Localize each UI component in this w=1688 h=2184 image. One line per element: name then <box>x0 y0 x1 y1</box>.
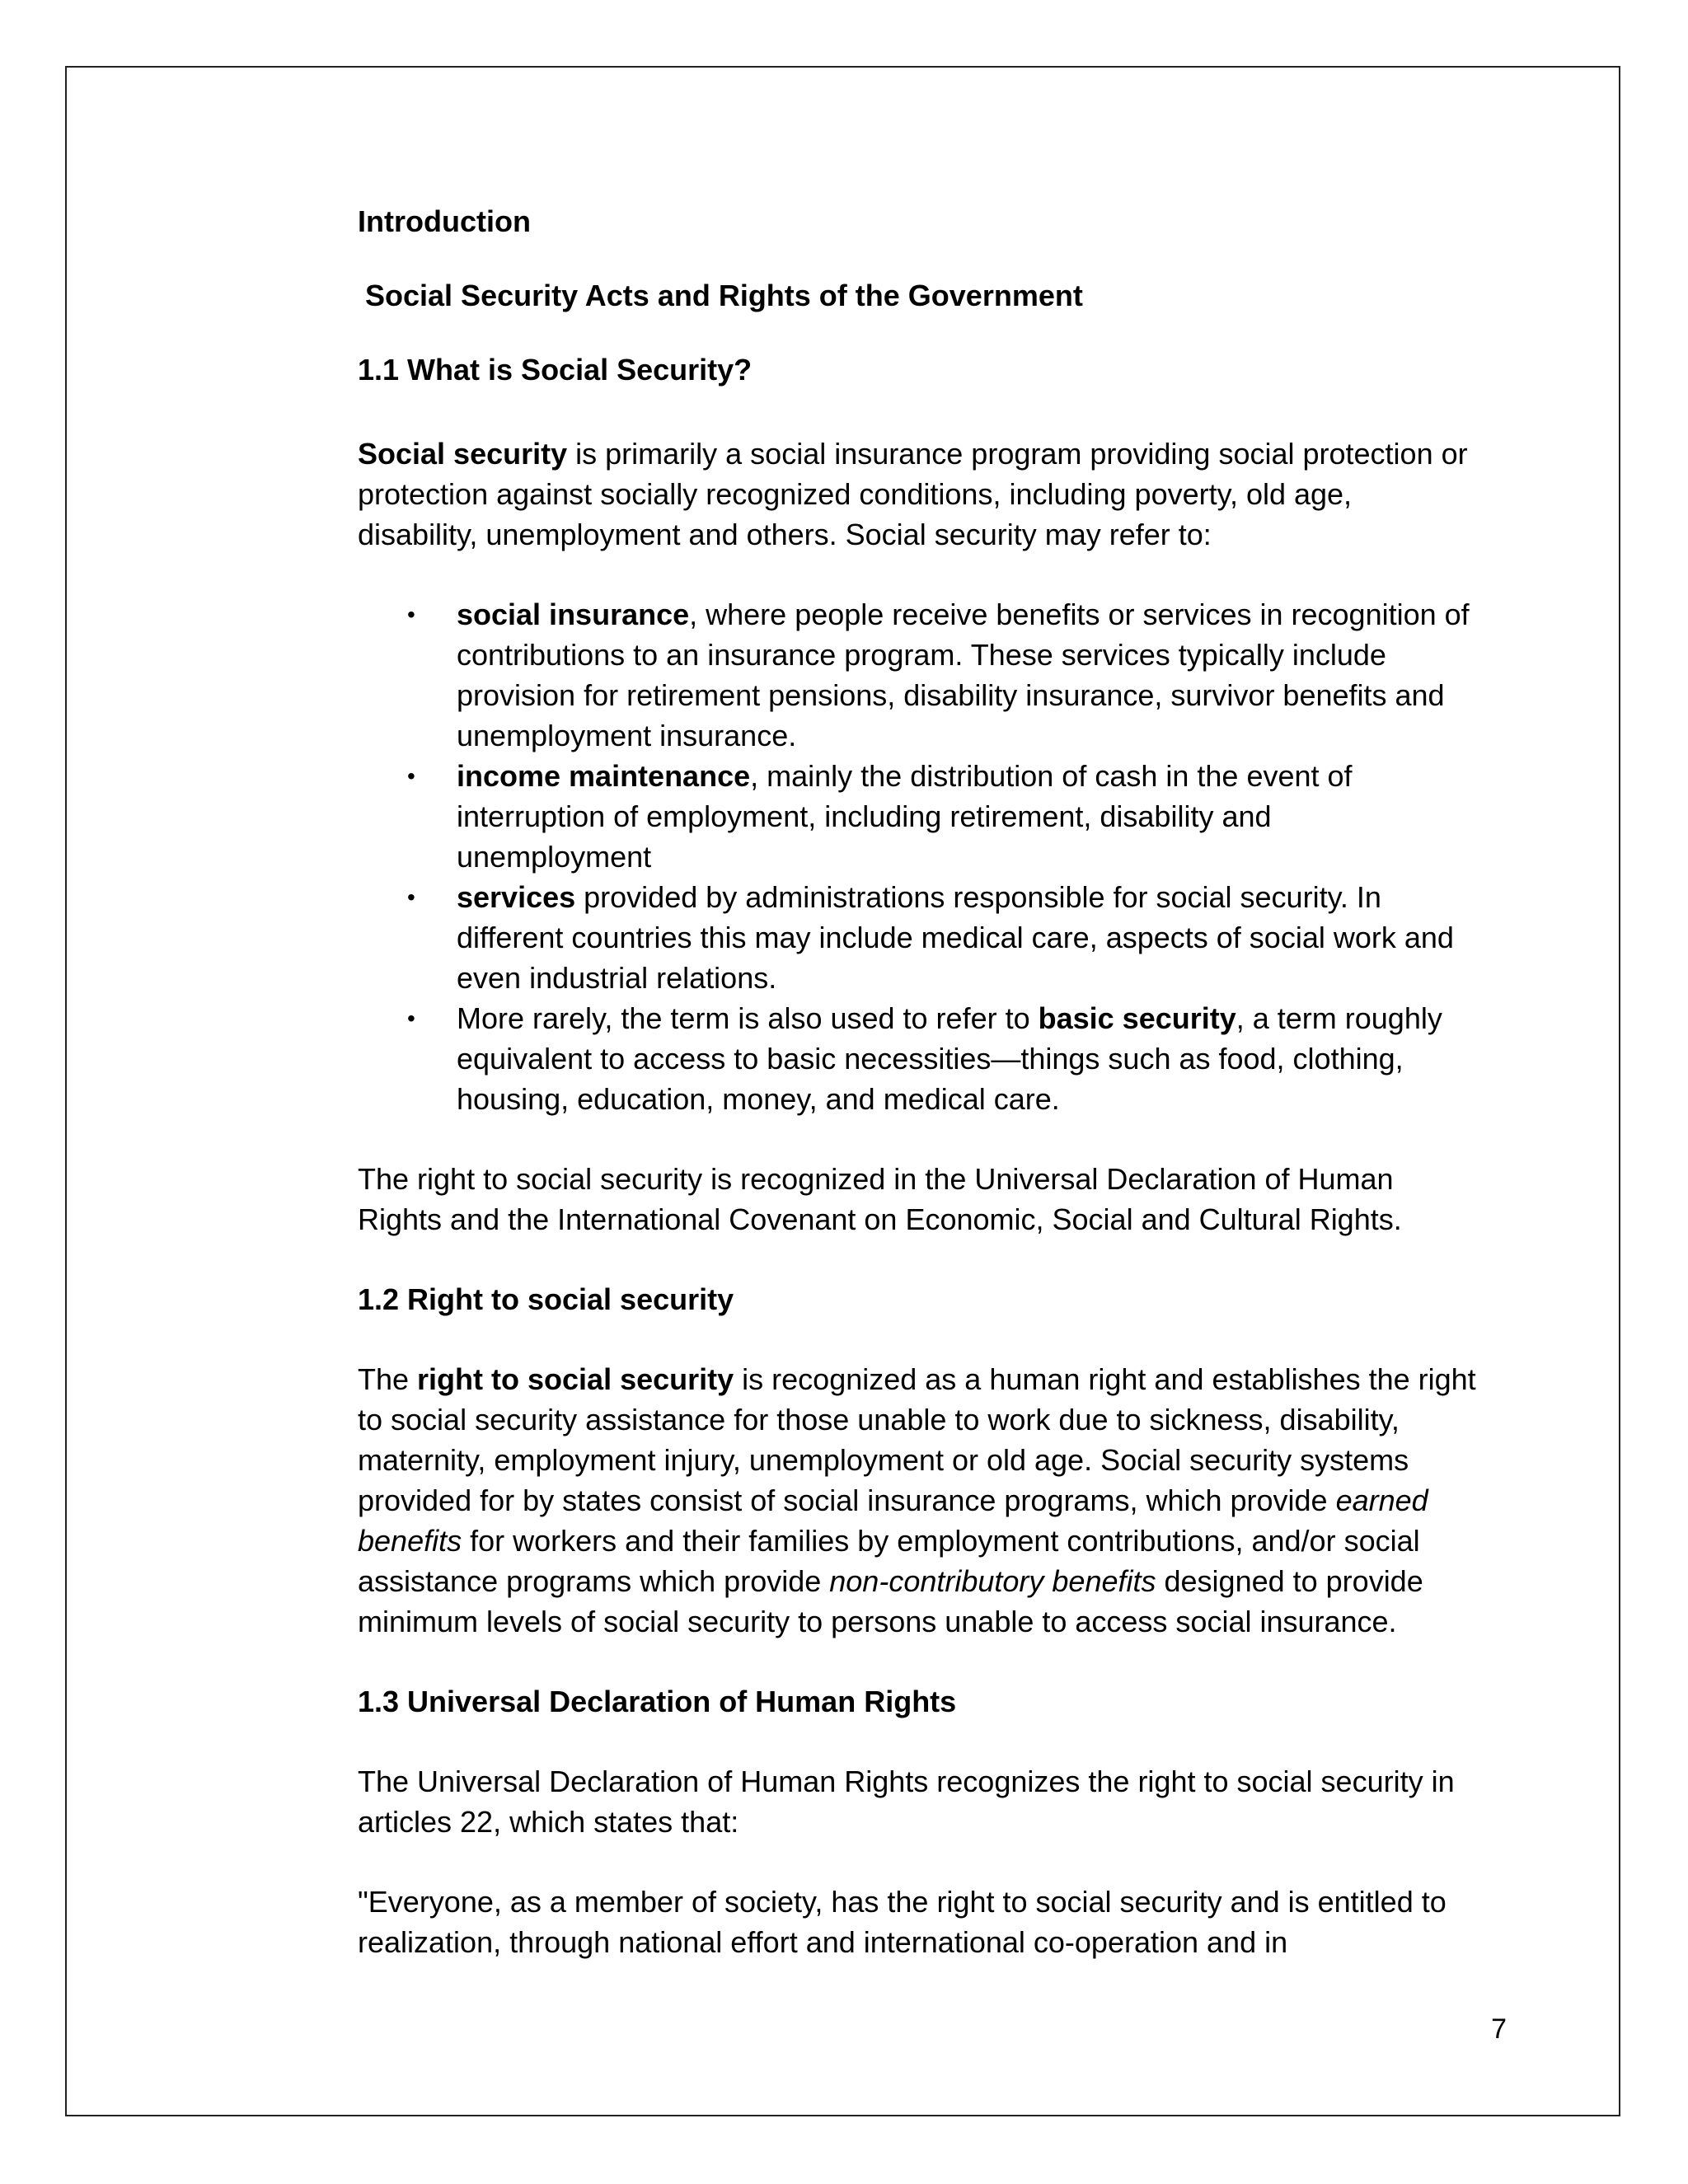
document-subtitle: Social Security Acts and Rights of the Government <box>365 279 1083 312</box>
paragraph-line: protection against socially recognized conditions, including poverty, old age, <box>358 477 1353 511</box>
section-1-2-heading: 1.2 Right to social security <box>358 1282 734 1316</box>
emphasis-benefits: benefits <box>358 1524 462 1558</box>
list-item-text: housing, education, money, and medical care. <box>457 1082 1060 1116</box>
bullet-icon: • <box>407 602 415 627</box>
bullet-icon: • <box>407 1005 415 1031</box>
list-item <box>358 877 1495 998</box>
paragraph-line: The Universal Declaration of Human Rights recognizes the right to social security in <box>358 1765 1455 1798</box>
list-item-text: More rarely, the term is also used to refer to <box>457 1001 1039 1035</box>
section-1-1-closing <box>358 1159 1495 1240</box>
list-item-text: , mainly the distribution of cash in the event of <box>750 759 1353 793</box>
paragraph-text: assistance programs which provide <box>358 1564 830 1598</box>
bullet-list <box>358 594 1495 1119</box>
paragraph-line: articles 22, which states that: <box>358 1805 739 1839</box>
list-item-text: provision for retirement pensions, disability insurance, survivor benefits and <box>457 678 1445 712</box>
list-item-text: , where people receive benefits or services in recognition of <box>689 598 1470 631</box>
list-item-text: interruption of employment, including retirement, disability and <box>457 799 1272 833</box>
section-1-3-heading: 1.3 Universal Declaration of Human Rights <box>358 1685 957 1718</box>
paragraph-line: disability, unemployment and others. Social security may refer to: <box>358 518 1212 551</box>
document-body <box>358 201 1495 1962</box>
section-1-2-paragraph <box>358 1359 1495 1642</box>
bullet-icon: • <box>407 763 415 789</box>
paragraph-text: provided for by states consist of social insurance programs, which provide <box>358 1483 1336 1517</box>
term-income-maintenance: income maintenance <box>457 759 751 793</box>
paragraph-line: The right to social security is recognized in the Universal Declaration of Human <box>358 1162 1394 1196</box>
page-number: 7 <box>1491 2013 1507 2045</box>
list-item <box>358 998 1495 1119</box>
paragraph-line: Rights and the International Covenant on Economic, Social and Cultural Rights. <box>358 1202 1402 1236</box>
paragraph-line <box>358 434 1495 474</box>
term-services: services <box>457 880 576 914</box>
list-item <box>358 756 1495 877</box>
section-1-1-heading: 1.1 What is Social Security? <box>358 353 753 387</box>
paragraph-text: is recognized as a human right and establishes the right <box>734 1362 1476 1396</box>
intro-heading: Introduction <box>358 204 531 238</box>
list-item-text: unemployment <box>457 840 652 874</box>
paragraph-line: minimum levels of social security to persons unable to access social insurance. <box>358 1605 1397 1638</box>
list-item-text: equivalent to access to basic necessities—things such as food, clothing, <box>457 1042 1404 1076</box>
paragraph-text: designed to provide <box>1156 1564 1423 1598</box>
list-item <box>358 594 1495 756</box>
list-item-text: even industrial relations. <box>457 961 777 995</box>
emphasis-earned: earned <box>1335 1483 1428 1517</box>
emphasis-non-contributory: non-contributory benefits <box>829 1564 1156 1598</box>
list-item-text: different countries this may include medical care, aspects of social work and <box>457 921 1454 954</box>
section-1-3-quote <box>358 1882 1495 1962</box>
quote-line: realization, through national effort and international co-operation and in <box>358 1925 1288 1959</box>
section-1-1-paragraph <box>358 434 1495 555</box>
term-right-to-social-security: right to social security <box>417 1362 734 1396</box>
bullet-icon: • <box>407 884 415 910</box>
section-1-3-paragraph <box>358 1761 1495 1842</box>
paragraph-text: for workers and their families by employment contributions, and/or social <box>462 1524 1420 1558</box>
paragraph-text: is primarily a social insurance program providing social protection or <box>567 437 1468 471</box>
term-basic-security: basic security <box>1038 1001 1236 1035</box>
list-item-text: unemployment insurance. <box>457 719 797 752</box>
term-social-insurance: social insurance <box>457 598 690 631</box>
paragraph-line: maternity, employment injury, unemployment or old age. Social security systems <box>358 1443 1409 1477</box>
list-item-text: , a term roughly <box>1236 1001 1442 1035</box>
paragraph-line: to social security assistance for those unable to work due to sickness, disability, <box>358 1403 1400 1436</box>
quote-line: "Everyone, as a member of society, has the right to social security and is entitled to <box>358 1885 1447 1919</box>
list-item-text: provided by administrations responsible for social security. In <box>575 880 1381 914</box>
term-social-security: Social security <box>358 437 568 471</box>
list-item-text: contributions to an insurance program. These services typically include <box>457 638 1386 672</box>
paragraph-text: The <box>358 1362 418 1396</box>
